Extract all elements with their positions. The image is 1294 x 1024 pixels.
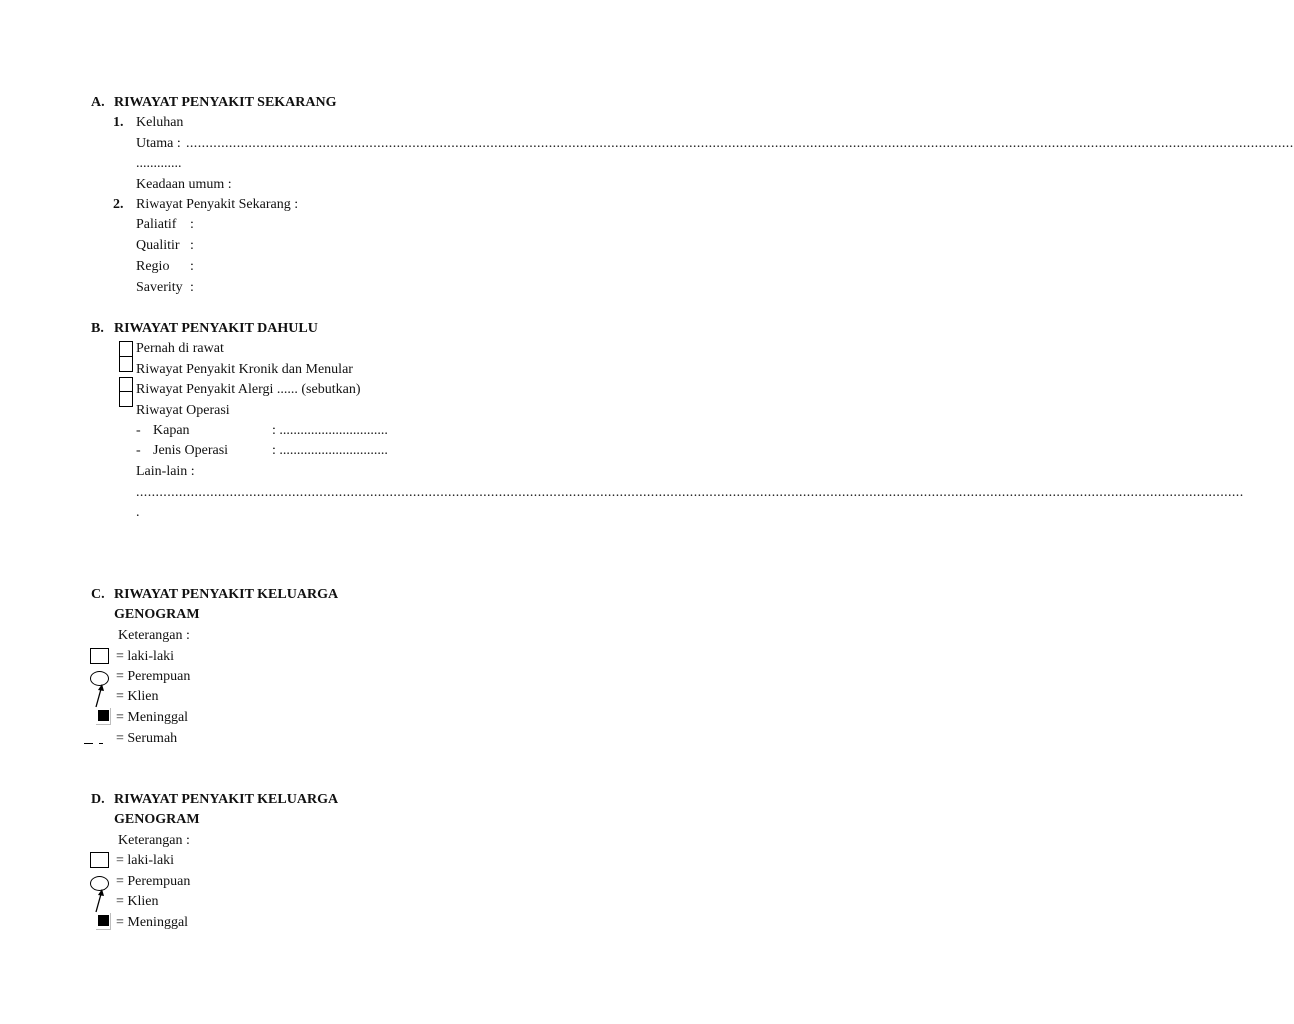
legend-klien: = Klien — [116, 894, 159, 909]
section-c-genogram-title: GENOGRAM — [114, 607, 200, 622]
operasi-label: Riwayat Operasi — [136, 403, 230, 418]
regio-colon: : — [190, 259, 194, 274]
legend-klien: = Klien — [116, 689, 159, 704]
riwayat-sekarang-label: Riwayat Penyakit Sekarang : — [136, 197, 299, 212]
keluhan-label: Keluhan — [136, 115, 184, 130]
qualitir-colon: : — [190, 238, 194, 253]
utama-dotted-continuation: ............. — [136, 156, 182, 171]
saverity-colon: : — [190, 280, 194, 295]
section-d-genogram-title: GENOGRAM — [114, 812, 200, 827]
keadaan-umum-label: Keadaan umum : — [136, 177, 232, 192]
lain-lain-dotted-field[interactable]: ............................................................................................................................................................................................................................................................................................ — [136, 485, 1244, 500]
kronik-menular-label: Riwayat Penyakit Kronik dan Menular — [136, 362, 353, 377]
client-arrow-icon — [94, 684, 106, 708]
section-b-title: RIWAYAT PENYAKIT DAHULU — [114, 321, 318, 336]
deceased-filled-square-icon — [98, 710, 109, 721]
household-dash-icon-2 — [99, 743, 103, 744]
checkbox-operasi[interactable] — [119, 391, 133, 407]
saverity-label: Saverity — [136, 280, 183, 295]
qualitir-label: Qualitir — [136, 238, 180, 253]
section-c-title: RIWAYAT PENYAKIT KELUARGA — [114, 587, 339, 602]
paliatif-label: Paliatif — [136, 217, 177, 232]
jenis-operasi-bullet: - — [136, 443, 141, 458]
legend-laki-laki: = laki-laki — [116, 649, 175, 664]
regio-label: Regio — [136, 259, 170, 274]
jenis-operasi-label: Jenis Operasi — [153, 443, 229, 458]
legend-meninggal: = Meninggal — [116, 915, 189, 930]
kapan-label: Kapan — [153, 423, 190, 438]
pernah-dirawat-label: Pernah di rawat — [136, 341, 224, 356]
male-square-icon — [90, 648, 109, 664]
alergi-label: Riwayat Penyakit Alergi ...... (sebutkan) — [136, 382, 361, 397]
kapan-bullet: - — [136, 423, 141, 438]
legend-meninggal: = Meninggal — [116, 710, 189, 725]
lain-lain-label: Lain-lain : — [136, 464, 195, 479]
legend-perempuan: = Perempuan — [116, 669, 191, 684]
section-c-letter: C. — [91, 587, 105, 602]
section-b-letter: B. — [91, 321, 104, 336]
item-1-number: 1. — [113, 115, 124, 130]
legend-perempuan: = Perempuan — [116, 874, 191, 889]
male-square-icon — [90, 852, 109, 868]
utama-label: Utama : — [136, 136, 181, 151]
section-a-title: RIWAYAT PENYAKIT SEKARANG — [114, 95, 337, 110]
legend-laki-laki: = laki-laki — [116, 853, 175, 868]
checkbox-pernah-dirawat[interactable] — [119, 341, 133, 357]
section-c-keterangan: Keterangan : — [118, 628, 190, 643]
jenis-operasi-dotted-field[interactable]: : ............................... — [272, 443, 388, 458]
item-2-number: 2. — [113, 197, 124, 212]
deceased-filled-square-icon — [98, 915, 109, 926]
client-arrow-icon — [94, 889, 106, 913]
section-d-letter: D. — [91, 792, 105, 807]
utama-dotted-field[interactable]: ............................................................................................................................................................................................................................................................................................ — [186, 136, 1294, 151]
section-d-keterangan: Keterangan : — [118, 833, 190, 848]
paliatif-colon: : — [190, 217, 194, 232]
household-dash-icon — [84, 743, 93, 744]
section-a-letter: A. — [91, 95, 105, 110]
kapan-dotted-field[interactable]: : ............................... — [272, 423, 388, 438]
section-d-title: RIWAYAT PENYAKIT KELUARGA — [114, 792, 339, 807]
lain-lain-continuation: . — [136, 505, 140, 520]
legend-serumah: = Serumah — [116, 731, 178, 746]
checkbox-kronik-menular[interactable] — [119, 356, 133, 372]
